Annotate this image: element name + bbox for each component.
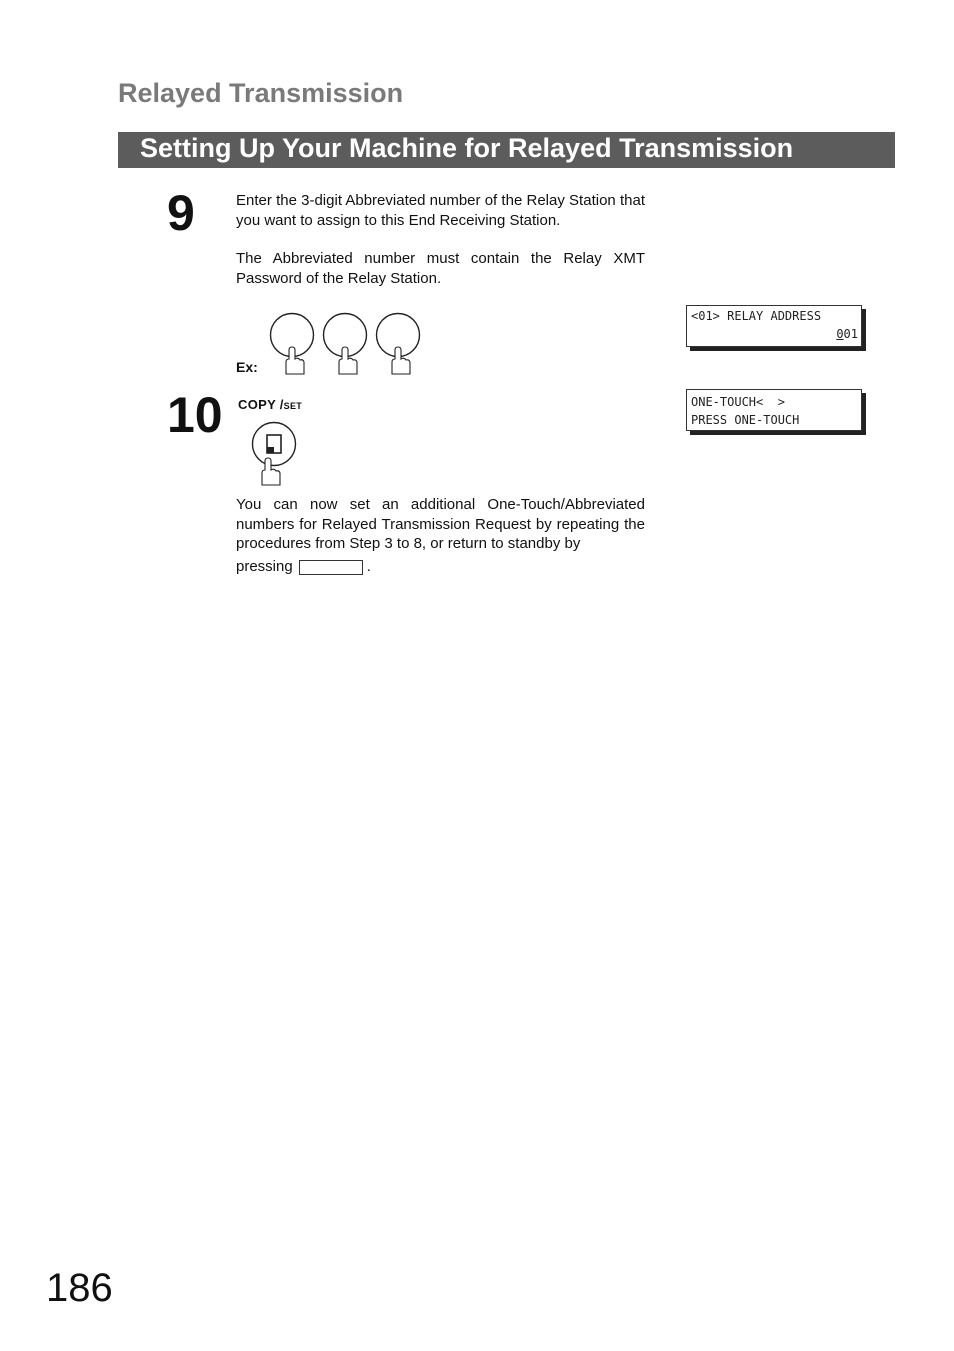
example-label: Ex: [236, 359, 258, 375]
lcd-display-one-touch [686, 389, 862, 431]
copy-set-key-label [238, 397, 302, 412]
lcd-line-1: <01> RELAY ADDRESS [691, 309, 822, 323]
section-title: Relayed Transmission [118, 78, 404, 108]
step-10-instruction-end [236, 557, 645, 577]
lcd-line-2: PRESS ONE-TOUCH [691, 413, 800, 427]
keypad-buttons-illustration [266, 312, 426, 384]
period: . [366, 558, 371, 575]
copy-icon [267, 435, 281, 453]
copy-label-small: SET [283, 401, 303, 411]
pressing-text: pressing [236, 558, 293, 575]
copy-set-button-illustration [248, 420, 304, 490]
lcd-line-2: 001 [836, 327, 858, 341]
step-9-note: The Abbreviated number must contain the Relay XMT Password of the Relay Station. [236, 250, 645, 287]
heading-bar [118, 132, 895, 168]
step-9-number: 9 [167, 185, 195, 241]
step-10-instruction: You can now set an additional One-Touch/Abbreviated numbers for Relayed Transmission Request by repeating the procedures from Step 3 to 8, or return to standby by [236, 496, 645, 552]
step-9-instruction: Enter the 3-digit Abbreviated number of the Relay Station that you want to assign to this End Receiving Station. [236, 192, 645, 229]
page-number: 186 [46, 1266, 113, 1310]
stop-key-box [299, 560, 363, 575]
lcd-line-1: ONE-TOUCH< > [691, 395, 785, 409]
copy-label-main: COPY / [238, 397, 284, 412]
page-heading: Setting Up Your Machine for Relayed Transmission [140, 133, 794, 163]
step-10-number: 10 [167, 387, 223, 443]
lcd-display-relay-address [686, 305, 862, 347]
